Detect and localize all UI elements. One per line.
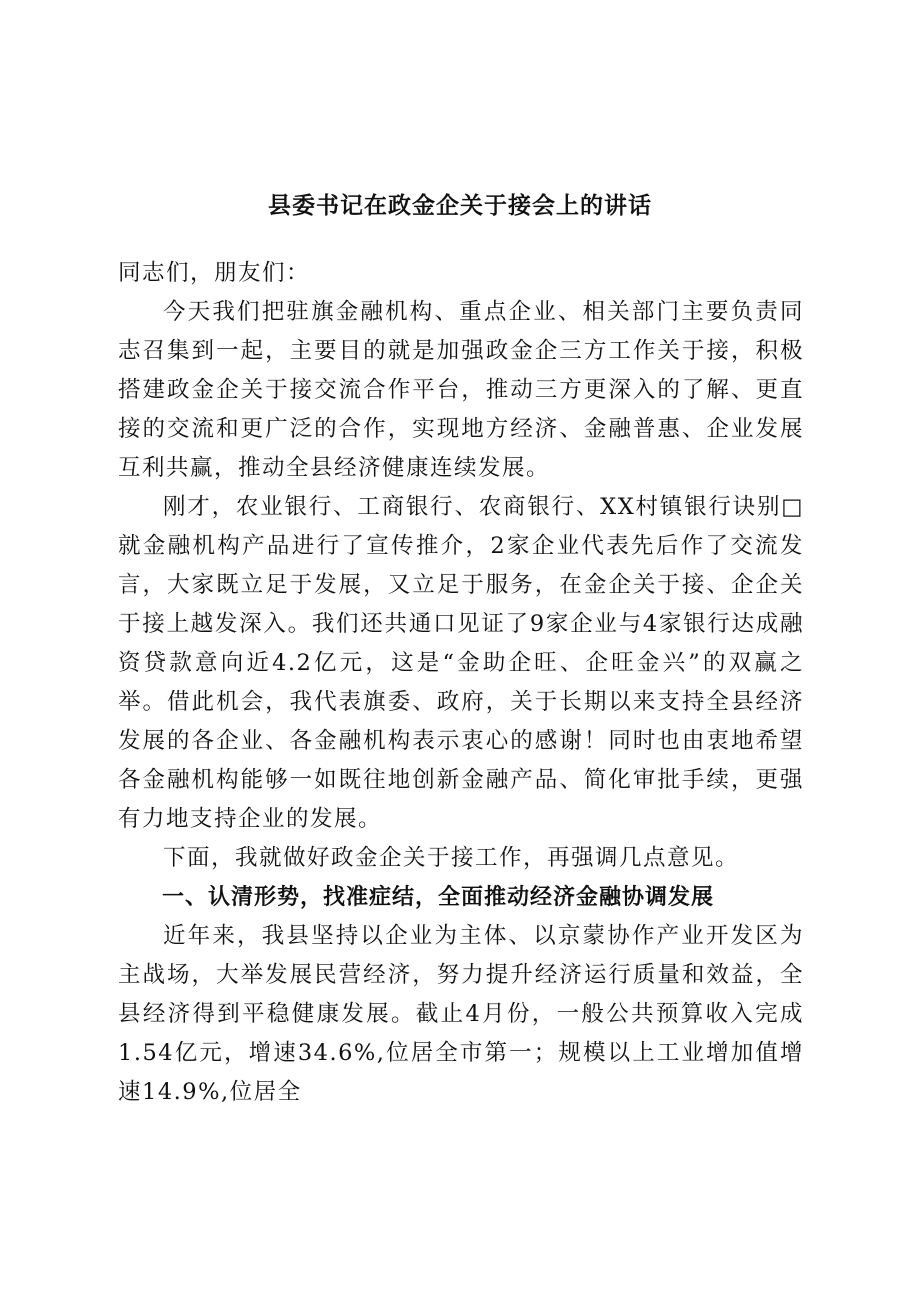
salutation: 同志们，朋友们： — [118, 260, 311, 286]
paragraph-thanks: 刚才，农业银行、工商银行、农商银行、XX村镇银行诀别□就金融机构产品进行了宣传推介，2家企业代表先后作了交流发言，大家既立足于发展，又立足于服务，在金企关于接、企企关于接上越发深入。我们还共通口见证了9家企业与4家银行达成融资贷款意向近4.2亿元，这是“金助企旺、企旺金兴”的双赢之举。借此机会，我代表旗委、政府，关于长期以来支持全县经济发展的各企业、各金融机构表示衷心的感谢！同时也由衷地希望各金融机构能够一如既往地创新金融产品、简化审批手续，更强有力地支持企业的发展。 — [118, 494, 804, 832]
paragraph-section-one: 近年来，我县坚持以企业为主体、以京蒙协作产业开发区为主战场，大举发展民营经济，努力提升经济运行质量和效益，全县经济得到平稳健康发展。截止4月份，一般公共预算收入完成1.54亿元，增速34.6%,位居全市第一；规模以上工业增加值增速14.9%,位居全 — [118, 923, 804, 1105]
paragraph-transition: 下面，我就做好政金企关于接工作，再强调几点意见。 — [163, 845, 740, 871]
document-title: 县委书记在政金企关于接会上的讲话 — [268, 193, 652, 219]
document-body — [118, 254, 804, 1112]
section-heading: 一、认清形势，找准症结，全面推动经济金融协调发展 — [162, 885, 715, 910]
paragraph-opening: 今天我们把驻旗金融机构、重点企业、相关部门主要负责同志召集到一起，主要目的就是加强政金企三方工作关于接，积极搭建政金企关于接交流合作平台，推动三方更深入的了解、更直接的交流和更广泛的合作，实现地方经济、金融普惠、企业发展互利共赢，推动全县经济健康连续发展。 — [118, 299, 804, 481]
